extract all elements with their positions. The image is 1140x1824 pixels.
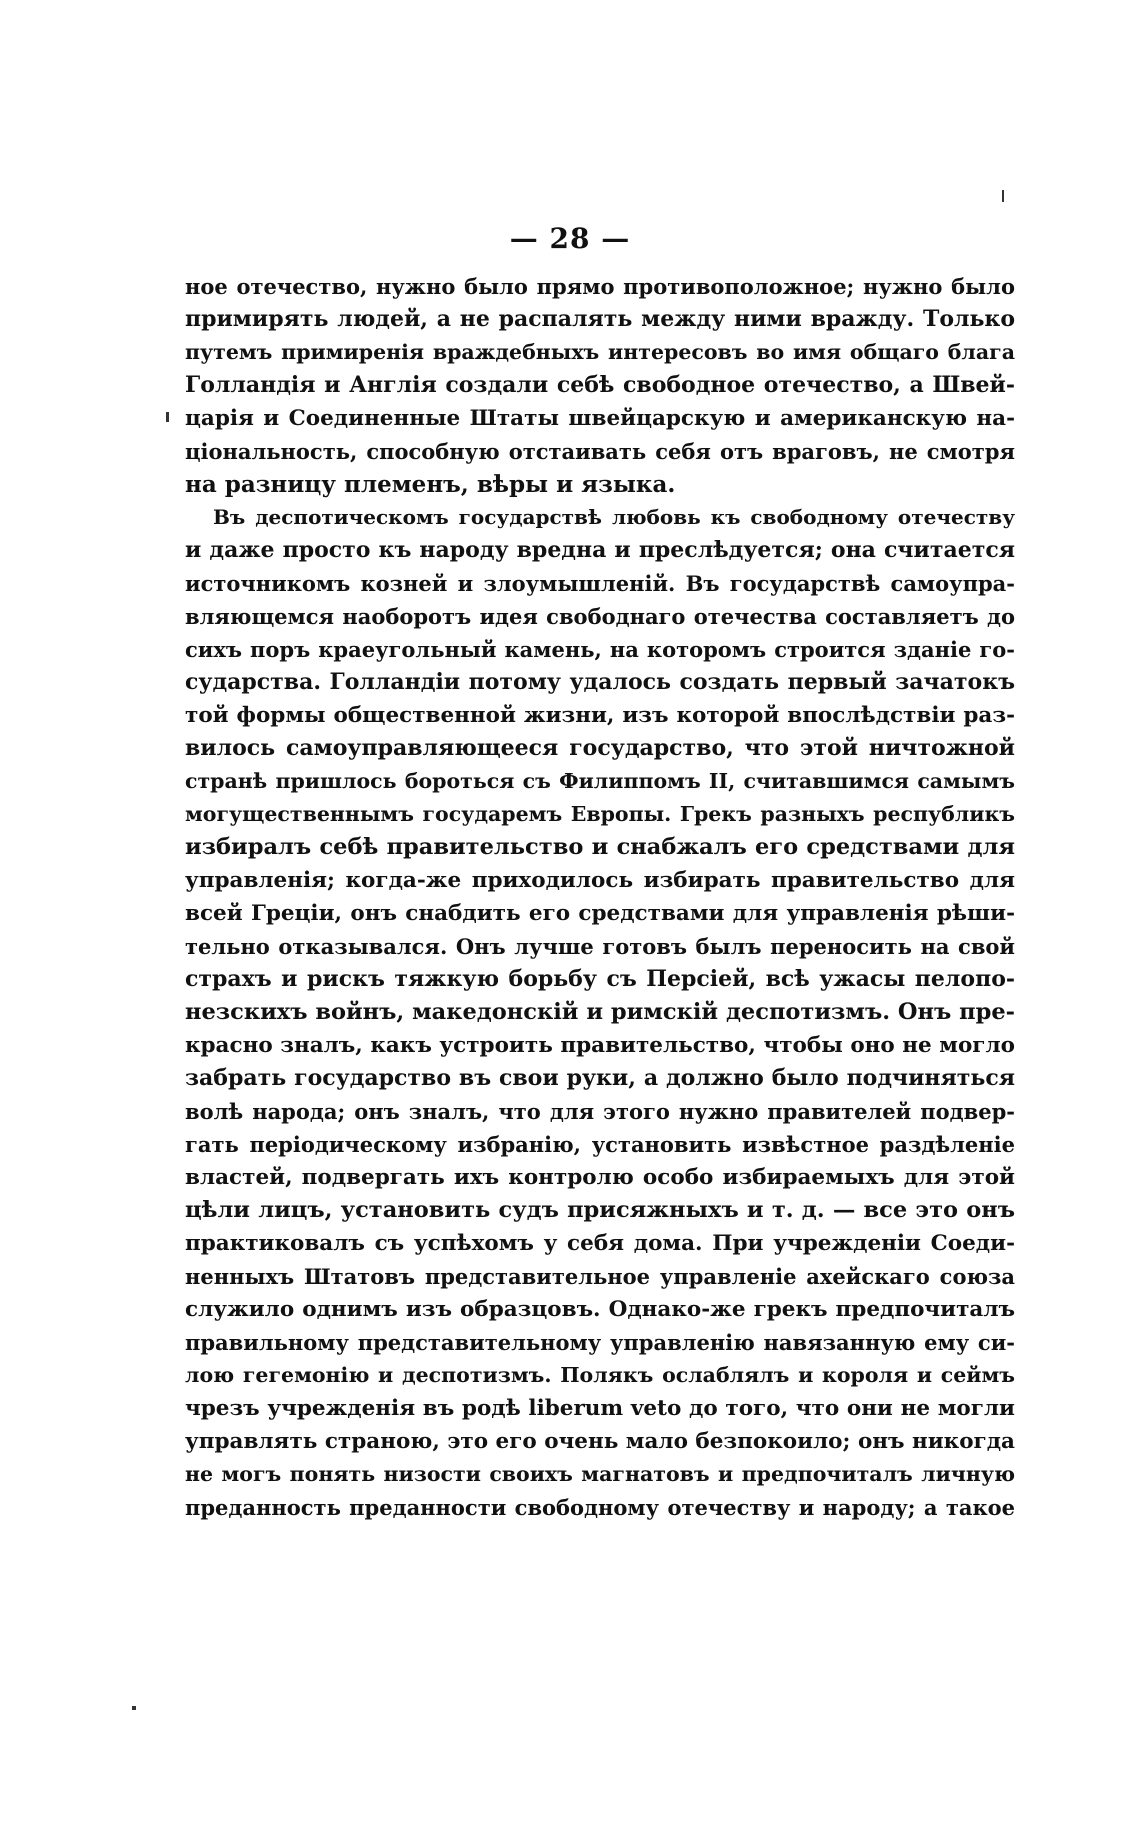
text-line: странѣ пришлось бороться съ Филиппомъ II, считавшимся самымъ <box>185 769 1015 793</box>
text-line: и даже просто къ народу вредна и преслѣдуется; она считается <box>185 537 1015 563</box>
page-number: — 28 — <box>509 222 631 255</box>
text-line: цѣли лицъ, установить судъ присяжныхъ и т. д. — все это онъ <box>185 1197 1015 1223</box>
text-line: волѣ народа; онъ зналъ, что для этого нужно правителей подвер- <box>185 1099 1015 1124</box>
scan-speck <box>1002 190 1004 202</box>
text-line: царія и Соединенные Штаты швейцарскую и американскую на- <box>185 406 1015 431</box>
text-line: не могъ понять низости своихъ магнатовъ и предпочиталъ личную <box>185 1462 1015 1486</box>
body-text <box>185 270 1015 1524</box>
scan-speck <box>132 1706 136 1710</box>
text-line: практиковалъ съ успѣхомъ у себя дома. При учрежденіи Соеди- <box>185 1231 1015 1256</box>
text-line: тельно отказывался. Онъ лучше готовъ былъ переносить на свой <box>185 934 1015 959</box>
text-line: сударства. Голландіи потому удалось создать первый зачатокъ <box>185 669 1015 695</box>
text-line: незскихъ войнъ, македонскій и римскій деспотизмъ. Онъ пре- <box>185 999 1015 1025</box>
text-line: преданность преданности свободному отечеству и народу; а такое <box>185 1495 1015 1520</box>
text-line: вляющемся наоборотъ идея свободнаго отечества составляетъ до <box>185 604 1015 629</box>
text-line: путемъ примиренія враждебныхъ интересовъ во имя общаго блага <box>185 340 1015 364</box>
text-line: на разницу племенъ, вѣры и языка. <box>185 471 676 498</box>
text-line: той формы общественной жизни, изъ которой впослѣдствіи раз- <box>185 703 1015 728</box>
text-line: ное отечество, нужно было прямо противоположное; нужно было <box>185 274 1015 299</box>
text-line: ціональность, способную отстаивать себя отъ враговъ, не смотря <box>185 439 1015 464</box>
text-line: забрать государство въ свои руки, а должно было подчиняться <box>185 1065 1015 1091</box>
scan-speck <box>166 412 169 422</box>
text-line: властей, подвергать ихъ контролю особо избираемыхъ для этой <box>185 1165 1015 1190</box>
text-line: вилось самоуправляющееся государство, что этой ничтожной <box>185 735 1015 761</box>
text-line: Голландія и Англія создали себѣ свободное отечество, а Швей- <box>185 372 1015 398</box>
text-line: служило однимъ изъ образцовъ. Однако-же грекъ предпочиталъ <box>185 1297 1015 1322</box>
paragraph-start-line: Въ деспотическомъ государствѣ любовь къ свободному отечеству <box>213 505 1015 529</box>
text-line: лою гегемонію и деспотизмъ. Полякъ ослаблялъ и короля и сеймъ <box>185 1363 1015 1387</box>
text-line: ненныхъ Штатовъ представительное управленіе ахейскаго союза <box>185 1264 1015 1289</box>
text-line: могущественнымъ государемъ Европы. Грекъ разныхъ республикъ <box>185 802 1015 826</box>
text-line: источникомъ козней и злоумышленій. Въ государствѣ самоупра- <box>185 571 1015 596</box>
text-line: красно зналъ, какъ устроить правительство, чтобы оно не могло <box>185 1033 1015 1058</box>
text-line: примирять людей, а не распалять между ними вражду. Только <box>185 306 1015 332</box>
text-line: сихъ поръ краеугольный камень, на которомъ строится зданіе го- <box>185 637 1015 662</box>
text-line: гать періодическому избранію, установить извѣстное раздѣленіе <box>185 1132 1015 1157</box>
text-line: управлять страною, это его очень мало безпокоило; онъ никогда <box>185 1429 1015 1454</box>
text-line: правильному представительному управленію навязанную ему си- <box>185 1330 1015 1355</box>
text-line: страхъ и рискъ тяжкую борьбу съ Персіей, всѣ ужасы пелопо- <box>185 966 1015 992</box>
text-line: избиралъ себѣ правительство и снабжалъ его средствами для <box>185 834 1015 860</box>
text-line: всей Греціи, онъ снабдить его средствами для управленія рѣши- <box>185 901 1015 926</box>
text-line: управленія; когда-же приходилось избирать правительство для <box>185 868 1015 893</box>
text-line: чрезъ учрежденія въ родѣ liberum veto до того, что они не могли <box>185 1396 1015 1421</box>
